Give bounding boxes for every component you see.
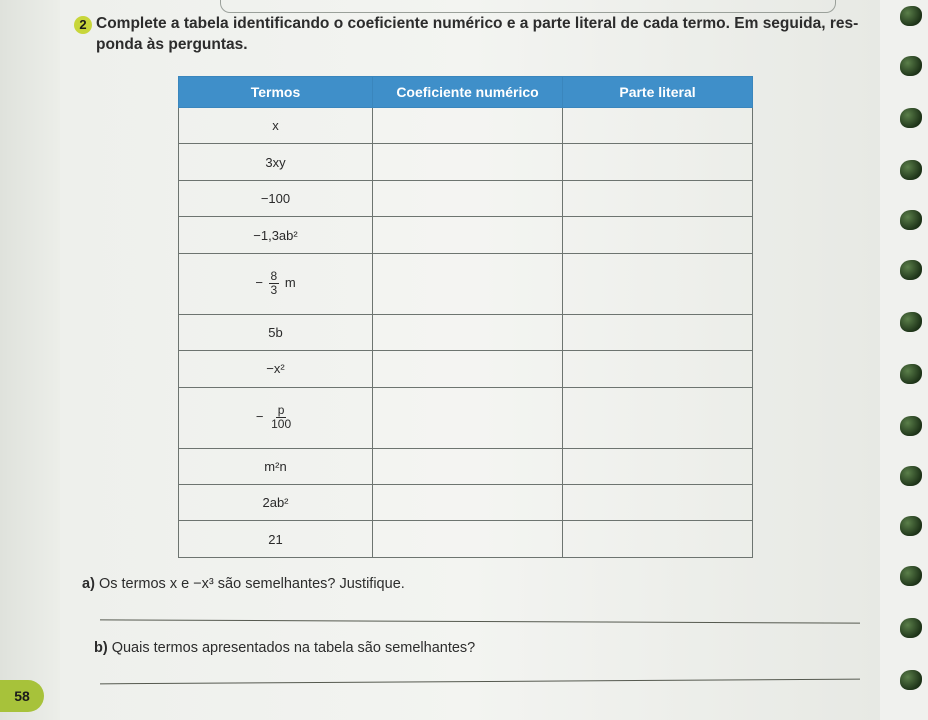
question-b xyxy=(94,640,475,656)
header-parte-literal: Parte literal xyxy=(563,77,753,108)
instruction-line-2: ponda às perguntas. xyxy=(96,36,248,53)
term-cell: 21 xyxy=(179,521,373,558)
table-row xyxy=(179,217,753,253)
terms-table xyxy=(178,76,753,558)
table-row xyxy=(179,387,753,448)
literal-answer-cell[interactable] xyxy=(563,387,753,448)
term-cell: x xyxy=(179,108,373,144)
fraction xyxy=(269,404,293,431)
spiral-ring-icon xyxy=(900,466,922,486)
coefficient-answer-cell[interactable] xyxy=(373,144,563,180)
term-cell: m²n xyxy=(179,448,373,484)
literal-answer-cell[interactable] xyxy=(563,521,753,558)
page-number-badge: 58 xyxy=(0,680,44,712)
coefficient-answer-cell[interactable] xyxy=(373,180,563,216)
table-row xyxy=(179,108,753,144)
spiral-binding xyxy=(880,0,928,720)
coefficient-answer-cell[interactable] xyxy=(373,484,563,520)
term-cell: −1,3ab² xyxy=(179,217,373,253)
fraction-denominator: 3 xyxy=(270,283,278,298)
coefficient-answer-cell[interactable] xyxy=(373,448,563,484)
question-a xyxy=(82,576,405,592)
table-row xyxy=(179,314,753,350)
literal-answer-cell[interactable] xyxy=(563,253,753,314)
exercise-instruction xyxy=(96,13,876,55)
table-row xyxy=(179,253,753,314)
table-header-row xyxy=(179,77,753,108)
literal-answer-cell[interactable] xyxy=(563,144,753,180)
fraction-numerator: p xyxy=(277,403,285,418)
literal-answer-cell[interactable] xyxy=(563,351,753,387)
coefficient-answer-cell[interactable] xyxy=(373,253,563,314)
spiral-ring-icon xyxy=(900,364,922,384)
header-termos: Termos xyxy=(179,77,373,108)
coefficient-answer-cell[interactable] xyxy=(373,351,563,387)
term-cell-fraction xyxy=(179,253,373,314)
spiral-ring-icon xyxy=(900,6,922,26)
coefficient-answer-cell[interactable] xyxy=(373,217,563,253)
spiral-ring-icon xyxy=(900,260,922,280)
table-row xyxy=(179,351,753,387)
spiral-ring-icon xyxy=(900,108,922,128)
table-row xyxy=(179,484,753,520)
term-cell: −x² xyxy=(179,351,373,387)
question-a-label: a) xyxy=(82,576,95,592)
term-cell-fraction xyxy=(179,387,373,448)
term-cell: 2ab² xyxy=(179,484,373,520)
header-coeficiente: Coeficiente numérico xyxy=(373,77,563,108)
coefficient-answer-cell[interactable] xyxy=(373,387,563,448)
spiral-ring-icon xyxy=(900,516,922,536)
exercise-number-badge: 2 xyxy=(74,16,92,34)
literal-answer-cell[interactable] xyxy=(563,484,753,520)
table-row xyxy=(179,448,753,484)
literal-answer-cell[interactable] xyxy=(563,180,753,216)
spiral-ring-icon xyxy=(900,312,922,332)
question-a-text: Os termos x e −x³ são semelhantes? Justifique. xyxy=(98,576,405,592)
term-cell: 3xy xyxy=(179,144,373,180)
literal-answer-cell[interactable] xyxy=(563,448,753,484)
coefficient-answer-cell[interactable] xyxy=(373,108,563,144)
coefficient-answer-cell[interactable] xyxy=(373,521,563,558)
term-sign: − xyxy=(255,275,263,291)
spiral-ring-icon xyxy=(900,566,922,586)
fraction xyxy=(269,270,280,297)
literal-answer-cell[interactable] xyxy=(563,217,753,253)
question-b-text: Quais termos apresentados na tabela são semelhantes? xyxy=(111,640,476,656)
spiral-ring-icon xyxy=(900,160,922,180)
coefficient-answer-cell[interactable] xyxy=(373,314,563,350)
term-cell: −100 xyxy=(179,180,373,216)
table-row xyxy=(179,144,753,180)
instruction-line-1: Complete a tabela identificando o coeficiente numérico e a parte literal de cada termo. Em seguida, res- xyxy=(96,15,859,32)
spiral-ring-icon xyxy=(900,618,922,638)
term-cell: 5b xyxy=(179,314,373,350)
term-sign: − xyxy=(255,409,264,425)
page-margin-left xyxy=(0,0,60,720)
literal-answer-cell[interactable] xyxy=(563,108,753,144)
fraction-numerator: 8 xyxy=(270,269,278,284)
term-variable: m xyxy=(284,275,296,291)
previous-exercise-box xyxy=(220,0,836,13)
table-row xyxy=(179,521,753,558)
fraction-denominator: 100 xyxy=(271,417,292,432)
table-row xyxy=(179,180,753,216)
question-b-label: b) xyxy=(94,640,108,656)
literal-answer-cell[interactable] xyxy=(563,314,753,350)
spiral-ring-icon xyxy=(900,56,922,76)
spiral-ring-icon xyxy=(900,670,922,690)
spiral-ring-icon xyxy=(900,210,922,230)
spiral-ring-icon xyxy=(900,416,922,436)
